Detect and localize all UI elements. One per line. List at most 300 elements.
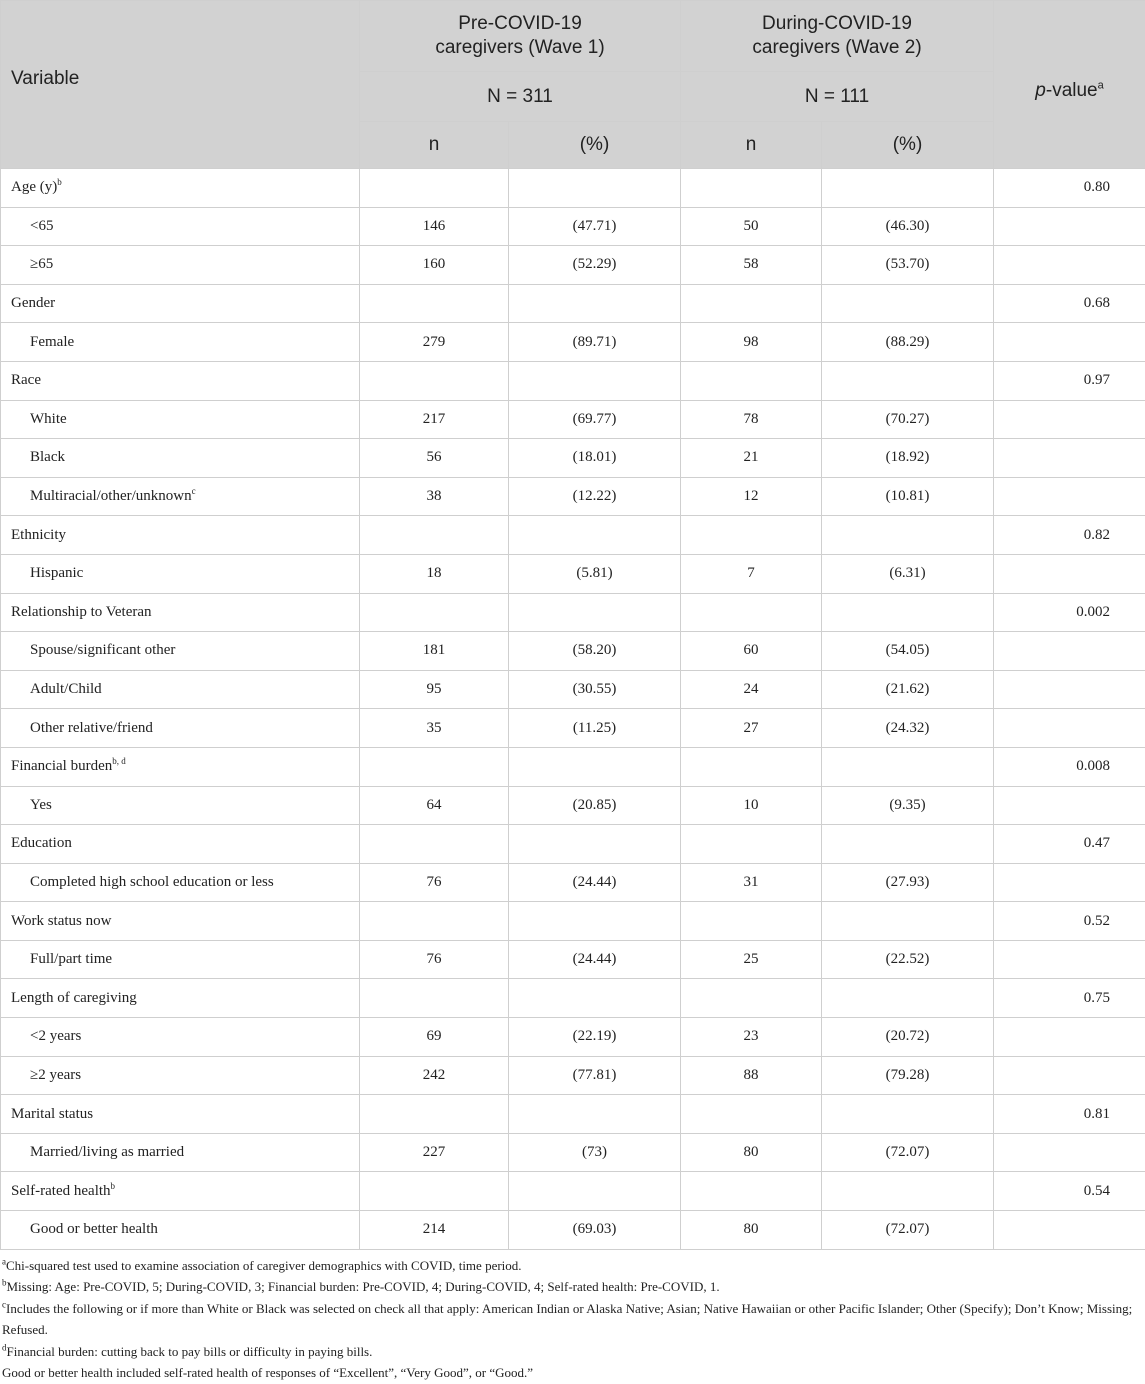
during-covid-n — [681, 979, 822, 1018]
during-covid-n-text: 80 — [744, 1221, 759, 1237]
table-row-subcategory — [1, 786, 1145, 825]
row-label-text: Work status now — [11, 913, 111, 929]
during-covid-pct-text: (6.31) — [889, 565, 925, 581]
during-covid-n — [681, 902, 822, 941]
row-label — [1, 786, 360, 825]
pre-covid-pct — [509, 1172, 681, 1211]
during-covid-n-text: 12 — [744, 488, 759, 504]
row-label — [1, 477, 360, 516]
table-row-subcategory — [1, 207, 1145, 246]
footnote-marker: b — [57, 177, 62, 187]
footnote-text: Financial burden: cutting back to pay bills or difficulty in paying bills. — [7, 1344, 373, 1359]
during-covid-pct-text: (46.30) — [886, 218, 930, 234]
during-covid-pct — [822, 1211, 994, 1250]
table-row-category — [1, 825, 1145, 864]
table-row-category — [1, 1095, 1145, 1134]
pre-covid-pct — [509, 1056, 681, 1095]
p-value — [994, 207, 1145, 246]
p-value — [994, 477, 1145, 516]
row-label-text: ≥65 — [30, 256, 53, 272]
pre-covid-pct — [509, 1095, 681, 1134]
group2-n-header: N = 111 — [681, 72, 994, 122]
pre-covid-n-text: 227 — [423, 1144, 446, 1160]
row-label-text: Self-rated health — [11, 1183, 111, 1199]
pre-covid-pct-text: (52.29) — [573, 256, 617, 272]
footnote — [2, 1255, 1143, 1277]
during-covid-n — [681, 169, 822, 208]
pre-covid-pct — [509, 863, 681, 902]
pre-covid-pct-text: (18.01) — [573, 449, 617, 465]
row-label — [1, 284, 360, 323]
pre-covid-pct — [509, 323, 681, 362]
during-covid-pct — [822, 246, 994, 285]
during-covid-pct-text: (20.72) — [886, 1028, 930, 1044]
table-row-subcategory — [1, 670, 1145, 709]
p-value — [994, 169, 1145, 208]
table-row-subcategory — [1, 1133, 1145, 1172]
during-covid-n-text: 27 — [744, 720, 759, 736]
pre-covid-n — [360, 940, 509, 979]
row-label — [1, 400, 360, 439]
p-value — [994, 400, 1145, 439]
footnote-mark: c — [2, 1299, 6, 1309]
footnote-text: Chi-squared test used to examine association of caregiver demographics with COVID, time period. — [6, 1258, 522, 1273]
pre-covid-n-text: 95 — [427, 681, 442, 697]
row-label — [1, 670, 360, 709]
row-label-text: Completed high school education or less — [30, 874, 274, 890]
row-label — [1, 1018, 360, 1057]
pre-covid-pct — [509, 246, 681, 285]
during-covid-n — [681, 632, 822, 671]
pre-covid-n — [360, 1172, 509, 1211]
row-label-text: Education — [11, 835, 72, 851]
footnote — [2, 1276, 1143, 1298]
pre-covid-n-text: 64 — [427, 797, 442, 813]
table-row-category — [1, 361, 1145, 400]
p-value — [994, 979, 1145, 1018]
footnote-marker: c — [192, 486, 196, 496]
pre-covid-pct-text: (22.19) — [573, 1028, 617, 1044]
group1-title-line1: Pre-COVID-19 — [458, 13, 582, 34]
pre-covid-pct — [509, 284, 681, 323]
group1-pct-col: (%) — [509, 122, 681, 169]
p-value — [994, 246, 1145, 285]
row-label — [1, 1095, 360, 1134]
during-covid-pct — [822, 554, 994, 593]
during-covid-n-text: 21 — [744, 449, 759, 465]
group2-header — [681, 1, 994, 72]
pre-covid-pct — [509, 825, 681, 864]
pre-covid-n — [360, 169, 509, 208]
pre-covid-n-text: 217 — [423, 411, 446, 427]
during-covid-pct-text: (72.07) — [886, 1221, 930, 1237]
row-label — [1, 902, 360, 941]
during-covid-n — [681, 361, 822, 400]
during-covid-pct-text: (88.29) — [886, 334, 930, 350]
pre-covid-n-text: 69 — [427, 1028, 442, 1044]
during-covid-pct-text: (18.92) — [886, 449, 930, 465]
pre-covid-pct-text: (30.55) — [573, 681, 617, 697]
during-covid-n — [681, 1056, 822, 1095]
p-value — [994, 670, 1145, 709]
pre-covid-pct-text: (47.71) — [573, 218, 617, 234]
during-covid-n — [681, 1211, 822, 1250]
during-covid-n — [681, 747, 822, 786]
footnote-mark: d — [2, 1342, 7, 1352]
pre-covid-n — [360, 1056, 509, 1095]
pre-covid-n-text: 242 — [423, 1067, 446, 1083]
during-covid-n — [681, 1018, 822, 1057]
during-covid-pct — [822, 1056, 994, 1095]
p-value-text: 0.008 — [1076, 758, 1110, 774]
pre-covid-n-text: 76 — [427, 951, 442, 967]
p-value — [994, 786, 1145, 825]
table-row-subcategory — [1, 863, 1145, 902]
pre-covid-n — [360, 902, 509, 941]
pre-covid-pct-text: (77.81) — [573, 1067, 617, 1083]
pre-covid-n — [360, 207, 509, 246]
row-label-text: Financial burden — [11, 758, 112, 774]
row-label-text: Hispanic — [30, 565, 83, 581]
p-value — [994, 940, 1145, 979]
pre-covid-pct — [509, 1211, 681, 1250]
row-label-text: Multiracial/other/unknown — [30, 488, 192, 504]
pre-covid-n — [360, 284, 509, 323]
pre-covid-n-text: 160 — [423, 256, 446, 272]
pre-covid-pct — [509, 593, 681, 632]
during-covid-pct — [822, 169, 994, 208]
row-label-text: Married/living as married — [30, 1144, 184, 1160]
row-label — [1, 940, 360, 979]
table-row-category — [1, 902, 1145, 941]
table-row-subcategory — [1, 246, 1145, 285]
table-body — [1, 169, 1145, 1250]
row-label — [1, 979, 360, 1018]
pvalue-rest: -value — [1046, 80, 1098, 101]
row-label-text: Race — [11, 372, 41, 388]
pre-covid-n-text: 146 — [423, 218, 446, 234]
row-label-text: Age (y) — [11, 179, 57, 195]
pre-covid-n — [360, 632, 509, 671]
row-label-text: Yes — [30, 797, 52, 813]
during-covid-pct — [822, 207, 994, 246]
during-covid-n-text: 10 — [744, 797, 759, 813]
pre-covid-n-text: 214 — [423, 1221, 446, 1237]
p-value — [994, 1018, 1145, 1057]
p-value-text: 0.68 — [1084, 295, 1110, 311]
p-value — [994, 284, 1145, 323]
p-value — [994, 1172, 1145, 1211]
during-covid-pct-text: (27.93) — [886, 874, 930, 890]
p-value — [994, 1056, 1145, 1095]
row-label-text: Black — [30, 449, 65, 465]
group1-n-col: n — [360, 122, 509, 169]
pre-covid-n — [360, 979, 509, 1018]
pre-covid-n — [360, 747, 509, 786]
during-covid-n — [681, 863, 822, 902]
table-row-subcategory — [1, 554, 1145, 593]
table-row-category — [1, 747, 1145, 786]
row-label — [1, 439, 360, 478]
row-label — [1, 1133, 360, 1172]
pre-covid-pct — [509, 361, 681, 400]
table-row-subcategory — [1, 477, 1145, 516]
pre-covid-pct — [509, 169, 681, 208]
during-covid-pct-text: (9.35) — [889, 797, 925, 813]
row-label-text: Gender — [11, 295, 55, 311]
during-covid-pct — [822, 1095, 994, 1134]
during-covid-pct-text: (21.62) — [886, 681, 930, 697]
pre-covid-n-text: 279 — [423, 334, 446, 350]
row-label-text: Adult/Child — [30, 681, 102, 697]
during-covid-pct — [822, 670, 994, 709]
during-covid-n — [681, 246, 822, 285]
during-covid-n-text: 78 — [744, 411, 759, 427]
pre-covid-n — [360, 670, 509, 709]
during-covid-pct — [822, 1172, 994, 1211]
pre-covid-pct-text: (58.20) — [573, 642, 617, 658]
table-row-subcategory — [1, 1018, 1145, 1057]
row-label-text: Female — [30, 334, 74, 350]
pre-covid-pct — [509, 786, 681, 825]
during-covid-pct-text: (10.81) — [886, 488, 930, 504]
during-covid-pct — [822, 786, 994, 825]
during-covid-n-text: 24 — [744, 681, 759, 697]
row-label-text: Marital status — [11, 1106, 93, 1122]
group1-title-line2: caregivers (Wave 1) — [435, 37, 604, 58]
group2-pct-col: (%) — [822, 122, 994, 169]
row-label — [1, 516, 360, 555]
footnote — [2, 1341, 1143, 1363]
during-covid-n — [681, 940, 822, 979]
row-label — [1, 169, 360, 208]
row-label — [1, 593, 360, 632]
p-value-text: 0.80 — [1084, 179, 1110, 195]
row-label-text: Full/part time — [30, 951, 112, 967]
during-covid-pct-text: (22.52) — [886, 951, 930, 967]
p-value-text: 0.82 — [1084, 527, 1110, 543]
p-value — [994, 516, 1145, 555]
p-value — [994, 632, 1145, 671]
p-value-text: 0.54 — [1084, 1183, 1110, 1199]
pre-covid-n — [360, 361, 509, 400]
pre-covid-n — [360, 709, 509, 748]
row-label — [1, 1056, 360, 1095]
group2-n-col: n — [681, 122, 822, 169]
pre-covid-n — [360, 246, 509, 285]
during-covid-n — [681, 1172, 822, 1211]
pre-covid-pct — [509, 1133, 681, 1172]
pre-covid-pct — [509, 477, 681, 516]
during-covid-pct — [822, 439, 994, 478]
row-label — [1, 554, 360, 593]
footnote — [2, 1362, 1143, 1384]
pre-covid-n — [360, 1133, 509, 1172]
group1-n-header: N = 311 — [360, 72, 681, 122]
table-row-subcategory — [1, 439, 1145, 478]
pre-covid-pct — [509, 632, 681, 671]
pvalue-sup: a — [1098, 79, 1104, 91]
row-label — [1, 361, 360, 400]
pre-covid-n-text: 35 — [427, 720, 442, 736]
pre-covid-pct-text: (11.25) — [573, 720, 616, 736]
row-label-text: Relationship to Veteran — [11, 604, 152, 620]
footnote-marker: b — [111, 1181, 116, 1191]
table-row-category — [1, 593, 1145, 632]
during-covid-pct — [822, 747, 994, 786]
row-label — [1, 709, 360, 748]
p-value — [994, 747, 1145, 786]
pre-covid-pct-text: (24.44) — [573, 951, 617, 967]
p-value — [994, 361, 1145, 400]
pre-covid-n — [360, 825, 509, 864]
pre-covid-pct — [509, 902, 681, 941]
during-covid-n — [681, 284, 822, 323]
pre-covid-n — [360, 786, 509, 825]
during-covid-n-text: 31 — [744, 874, 759, 890]
during-covid-n-text: 80 — [744, 1144, 759, 1160]
during-covid-n — [681, 825, 822, 864]
table-row-category — [1, 979, 1145, 1018]
pre-covid-pct — [509, 400, 681, 439]
during-covid-n-text: 58 — [744, 256, 759, 272]
p-value — [994, 439, 1145, 478]
pre-covid-n — [360, 1211, 509, 1250]
table-header — [1, 1, 1145, 169]
during-covid-pct-text: (53.70) — [886, 256, 930, 272]
during-covid-pct-text: (70.27) — [886, 411, 930, 427]
during-covid-pct — [822, 979, 994, 1018]
pre-covid-pct-text: (89.71) — [573, 334, 617, 350]
pre-covid-pct — [509, 1018, 681, 1057]
p-value-text: 0.52 — [1084, 913, 1110, 929]
group2-title-line2: caregivers (Wave 2) — [752, 37, 921, 58]
table-row-category — [1, 516, 1145, 555]
p-value — [994, 593, 1145, 632]
table-row-subcategory — [1, 940, 1145, 979]
pre-covid-pct — [509, 747, 681, 786]
pre-covid-n — [360, 400, 509, 439]
during-covid-n — [681, 786, 822, 825]
group1-header — [360, 1, 681, 72]
p-value-text: 0.97 — [1084, 372, 1110, 388]
during-covid-pct — [822, 477, 994, 516]
pre-covid-n-text: 181 — [423, 642, 446, 658]
during-covid-pct — [822, 863, 994, 902]
p-value — [994, 1133, 1145, 1172]
during-covid-n — [681, 477, 822, 516]
p-value — [994, 323, 1145, 362]
footnote-text: Includes the following or if more than White or Black was selected on check all that apply: American Indian or Alaska Native; Asian; Native Hawaiian or other Pacific Islander; Other (Specify); Don’t Know; Missing; Refused. — [2, 1301, 1132, 1338]
during-covid-pct-text: (54.05) — [886, 642, 930, 658]
during-covid-pct — [822, 593, 994, 632]
during-covid-pct-text: (79.28) — [886, 1067, 930, 1083]
pre-covid-pct — [509, 709, 681, 748]
row-label-text: Ethnicity — [11, 527, 66, 543]
pre-covid-n — [360, 1095, 509, 1134]
during-covid-n-text: 60 — [744, 642, 759, 658]
during-covid-n — [681, 593, 822, 632]
during-covid-n — [681, 439, 822, 478]
pre-covid-n-text: 18 — [427, 565, 442, 581]
table-row-category — [1, 169, 1145, 208]
p-value — [994, 1211, 1145, 1250]
p-value — [994, 825, 1145, 864]
during-covid-pct — [822, 284, 994, 323]
pre-covid-n — [360, 863, 509, 902]
row-label — [1, 246, 360, 285]
row-label-text: Other relative/friend — [30, 720, 153, 736]
p-value-text: 0.47 — [1084, 835, 1110, 851]
row-label — [1, 632, 360, 671]
pre-covid-pct — [509, 439, 681, 478]
during-covid-pct — [822, 709, 994, 748]
during-covid-pct — [822, 516, 994, 555]
pre-covid-n-text: 38 — [427, 488, 442, 504]
pre-covid-pct — [509, 670, 681, 709]
table-row-category — [1, 284, 1145, 323]
pre-covid-n — [360, 554, 509, 593]
row-label-text: Length of caregiving — [11, 990, 137, 1006]
p-value — [994, 863, 1145, 902]
during-covid-pct-text: (24.32) — [886, 720, 930, 736]
pre-covid-pct-text: (12.22) — [573, 488, 617, 504]
during-covid-n-text: 7 — [747, 565, 755, 581]
during-covid-pct — [822, 902, 994, 941]
pre-covid-n — [360, 439, 509, 478]
during-covid-n — [681, 323, 822, 362]
p-value-text: 0.002 — [1076, 604, 1110, 620]
pre-covid-pct-text: (69.77) — [573, 411, 617, 427]
pre-covid-pct — [509, 554, 681, 593]
row-label-text: <65 — [30, 218, 53, 234]
during-covid-n-text: 88 — [744, 1067, 759, 1083]
row-label-text: White — [30, 411, 67, 427]
row-label-text: Good or better health — [30, 1221, 158, 1237]
table-row-subcategory — [1, 1211, 1145, 1250]
footnote-mark: a — [2, 1256, 6, 1266]
during-covid-n — [681, 554, 822, 593]
p-value — [994, 1095, 1145, 1134]
during-covid-n — [681, 1095, 822, 1134]
during-covid-n — [681, 400, 822, 439]
table-row-subcategory — [1, 632, 1145, 671]
during-covid-pct — [822, 323, 994, 362]
row-label — [1, 825, 360, 864]
p-value — [994, 709, 1145, 748]
footnote-marker: b, d — [112, 756, 126, 766]
pre-covid-pct-text: (24.44) — [573, 874, 617, 890]
during-covid-n — [681, 207, 822, 246]
pre-covid-n-text: 76 — [427, 874, 442, 890]
row-label — [1, 207, 360, 246]
table-row-subcategory — [1, 323, 1145, 362]
pre-covid-n — [360, 1018, 509, 1057]
row-label — [1, 323, 360, 362]
during-covid-n — [681, 1133, 822, 1172]
p-value-text: 0.81 — [1084, 1106, 1110, 1122]
during-covid-n — [681, 709, 822, 748]
footnote-text: Missing: Age: Pre-COVID, 5; During-COVID, 3; Financial burden: Pre-COVID, 4; During-COVID, 4; Self-rated health: Pre-COVID, 1. — [7, 1279, 720, 1294]
footnote-text: Good or better health included self-rated health of responses of “Excellent”, “Very Good”, or “Good.” — [2, 1365, 533, 1380]
during-covid-pct — [822, 400, 994, 439]
table-row-category — [1, 1172, 1145, 1211]
row-label-text: ≥2 years — [30, 1067, 81, 1083]
pre-covid-pct — [509, 516, 681, 555]
pre-covid-n — [360, 477, 509, 516]
pre-covid-n-text: 56 — [427, 449, 442, 465]
row-label — [1, 863, 360, 902]
